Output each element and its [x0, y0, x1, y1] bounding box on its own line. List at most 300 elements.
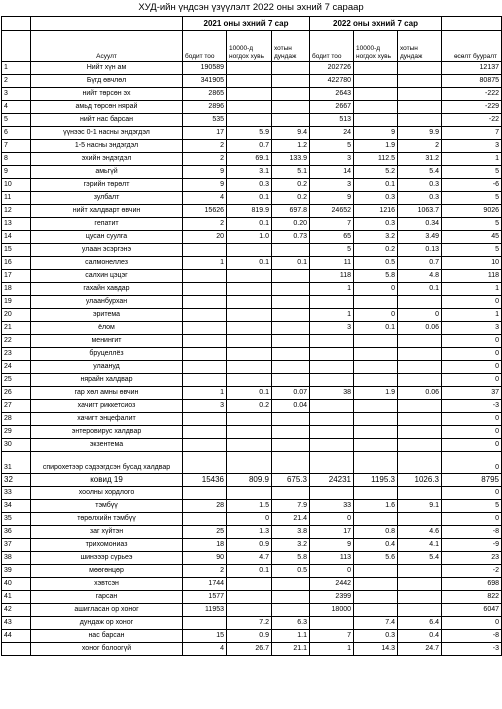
city-avg-2022: 31.2	[398, 153, 442, 166]
per10000-2021	[227, 296, 272, 309]
row-label: гахайн хавдар	[31, 283, 183, 296]
actual-2021	[183, 487, 227, 500]
growth-value: 0	[442, 513, 502, 526]
row-label: улаанбурхан	[31, 296, 183, 309]
actual-2021	[183, 374, 227, 387]
per10000-2022	[354, 114, 398, 127]
table-row	[2, 387, 502, 400]
actual-2021: 15436	[183, 474, 227, 487]
actual-2022: 0	[310, 565, 354, 578]
actual-2022: 9	[310, 539, 354, 552]
row-label: нийт төрсөн эх	[31, 88, 183, 101]
row-label: экзентема	[31, 439, 183, 452]
actual-2022: 24231	[310, 474, 354, 487]
per10000-2021: 0.1	[227, 565, 272, 578]
row-number: 1	[2, 62, 31, 75]
city-avg-2022: 0.06	[398, 322, 442, 335]
city-avg-2022: 0.3	[398, 192, 442, 205]
row-label: зулбалт	[31, 192, 183, 205]
growth-value: 0	[442, 335, 502, 348]
city-avg-2022: 9.1	[398, 500, 442, 513]
per10000-2022: 1216	[354, 205, 398, 218]
row-label: Бүгд өвчлөл	[31, 75, 183, 88]
growth-value: 0	[442, 452, 502, 474]
table-row	[2, 374, 502, 387]
actual-2021: 9	[183, 179, 227, 192]
actual-2022: 18000	[310, 604, 354, 617]
row-label: салмонеллез	[31, 257, 183, 270]
growth-value: 698	[442, 578, 502, 591]
row-label: амьгүй	[31, 166, 183, 179]
city-avg-2021: 0.04	[272, 400, 310, 413]
per10000-2022: 1.9	[354, 387, 398, 400]
table-row	[2, 114, 502, 127]
per10000-2022	[354, 88, 398, 101]
city-avg-2022: 0.4	[398, 630, 442, 643]
row-number: 20	[2, 309, 31, 322]
row-number: 39	[2, 565, 31, 578]
actual-2021: 18	[183, 539, 227, 552]
actual-2021: 90	[183, 552, 227, 565]
city-avg-2021: 5.1	[272, 166, 310, 179]
city-avg-2021	[272, 322, 310, 335]
row-number: 2	[2, 75, 31, 88]
actual-2022: 2643	[310, 88, 354, 101]
growth-value: 45	[442, 231, 502, 244]
actual-2022: 2442	[310, 578, 354, 591]
row-number: 21	[2, 322, 31, 335]
table-row	[2, 439, 502, 452]
table-row	[2, 270, 502, 283]
row-label: ёлом	[31, 322, 183, 335]
actual-2022: 2399	[310, 591, 354, 604]
row-number: 17	[2, 270, 31, 283]
actual-2022: 17	[310, 526, 354, 539]
actual-2022: 24	[310, 127, 354, 140]
actual-2022-header: бодит тоо	[310, 31, 354, 62]
per10000-2021: 0.9	[227, 630, 272, 643]
city-avg-2022	[398, 348, 442, 361]
actual-2021: 535	[183, 114, 227, 127]
per10000-2022: 112.5	[354, 153, 398, 166]
actual-2021	[183, 283, 227, 296]
actual-2021	[183, 413, 227, 426]
city-avg-2021	[272, 296, 310, 309]
city-avg-2022	[398, 604, 442, 617]
city-avg-2022	[398, 426, 442, 439]
actual-2021	[183, 348, 227, 361]
per10000-2022	[354, 452, 398, 474]
per10000-2022: 0.1	[354, 322, 398, 335]
row-label: төрөлхийн тэмбүү	[31, 513, 183, 526]
actual-2022	[310, 296, 354, 309]
row-label: заг хүйтэн	[31, 526, 183, 539]
actual-2022: 7	[310, 218, 354, 231]
city-avg-2022: 1026.3	[398, 474, 442, 487]
city-avg-2022	[398, 62, 442, 75]
row-label: эхийн эндэгдэл	[31, 153, 183, 166]
growth-value: 0	[442, 487, 502, 500]
table-row	[2, 88, 502, 101]
city-avg-2021	[272, 114, 310, 127]
table-row	[2, 552, 502, 565]
per10000-2021	[227, 439, 272, 452]
city-avg-2022	[398, 114, 442, 127]
city-avg-2021: 7.9	[272, 500, 310, 513]
table-row	[2, 309, 502, 322]
actual-2022: 2667	[310, 101, 354, 114]
growth-value: 3	[442, 140, 502, 153]
actual-2022: 5	[310, 140, 354, 153]
row-number: 15	[2, 244, 31, 257]
row-number: 22	[2, 335, 31, 348]
actual-2022	[310, 487, 354, 500]
row-label: мөөгөнцөр	[31, 565, 183, 578]
table-row	[2, 127, 502, 140]
row-number: 4	[2, 101, 31, 114]
per10000-2022: 14.3	[354, 643, 398, 656]
city-avg-2021	[272, 335, 310, 348]
growth-value: -8	[442, 526, 502, 539]
city-avg-2021: 0.07	[272, 387, 310, 400]
row-number: 33	[2, 487, 31, 500]
city-avg-2022: 3.49	[398, 231, 442, 244]
per10000-2022: 0	[354, 309, 398, 322]
city-avg-2022: 2	[398, 140, 442, 153]
actual-2022: 3	[310, 322, 354, 335]
report-title: ХУД-ийн үндсэн үзүүлэлт 2022 оны эхний 7 сараар	[138, 2, 364, 13]
growth-value: -22	[442, 114, 502, 127]
row-label: нярайн халдвар	[31, 374, 183, 387]
city-avg-2022: 5.4	[398, 552, 442, 565]
city-avg-2022	[398, 413, 442, 426]
actual-2021: 2	[183, 565, 227, 578]
actual-2022	[310, 439, 354, 452]
per10000-2021	[227, 604, 272, 617]
per10000-2022: 5.2	[354, 166, 398, 179]
actual-2021: 20	[183, 231, 227, 244]
city-avg-2022	[398, 591, 442, 604]
city-avg-2022	[398, 296, 442, 309]
row-number: 13	[2, 218, 31, 231]
city-avg-2021: 0.2	[272, 192, 310, 205]
row-label: гэрийн төрөлт	[31, 179, 183, 192]
city-avg-2021	[272, 62, 310, 75]
table-row	[2, 426, 502, 439]
row-label: хоног болоогүй	[31, 643, 183, 656]
city-avg-2021	[272, 88, 310, 101]
city-avg-2021	[272, 578, 310, 591]
table-row	[2, 361, 502, 374]
city-avg-2021: 1.2	[272, 140, 310, 153]
city-avg-2021	[272, 591, 310, 604]
growth-value: 0	[442, 617, 502, 630]
table-row	[2, 578, 502, 591]
city-avg-2022: 24.7	[398, 643, 442, 656]
row-number: 25	[2, 374, 31, 387]
city-avg-2022: 0.1	[398, 283, 442, 296]
per10000-2021: 69.1	[227, 153, 272, 166]
table-row	[2, 166, 502, 179]
city-avg-2022: 1063.7	[398, 205, 442, 218]
per10000-2022	[354, 361, 398, 374]
city-avg-2021-header: хотын дундаж	[272, 31, 310, 62]
row-label: энтеровирус халдвар	[31, 426, 183, 439]
per10000-2022: 0.5	[354, 257, 398, 270]
city-avg-2021	[272, 244, 310, 257]
growth-value: 0	[442, 426, 502, 439]
city-avg-2021: 5.8	[272, 552, 310, 565]
table-row	[2, 617, 502, 630]
row-label: гарсан	[31, 591, 183, 604]
row-number: 42	[2, 604, 31, 617]
actual-2022: 7	[310, 630, 354, 643]
per10000-2021: 819.9	[227, 205, 272, 218]
per10000-2021	[227, 591, 272, 604]
city-avg-2022: 4.1	[398, 539, 442, 552]
table-row	[2, 513, 502, 526]
row-label: хачигт риккетсиоз	[31, 400, 183, 413]
row-number: 38	[2, 552, 31, 565]
actual-2021-header: бодит тоо	[183, 31, 227, 62]
actual-2022	[310, 400, 354, 413]
city-avg-2022	[398, 335, 442, 348]
row-number: 3	[2, 88, 31, 101]
growth-value: 5	[442, 218, 502, 231]
growth-value: 8795	[442, 474, 502, 487]
actual-2021	[183, 361, 227, 374]
actual-2021: 25	[183, 526, 227, 539]
actual-2022: 11	[310, 257, 354, 270]
city-avg-2021	[272, 413, 310, 426]
per10000-2021: 0.1	[227, 192, 272, 205]
actual-2022	[310, 361, 354, 374]
per10000-2022	[354, 487, 398, 500]
per10000-2022: 3.2	[354, 231, 398, 244]
per10000-2021	[227, 487, 272, 500]
per10000-2021: 0.3	[227, 179, 272, 192]
growth-value: 3	[442, 322, 502, 335]
per10000-2022	[354, 348, 398, 361]
growth-value: 37	[442, 387, 502, 400]
per10000-2021	[227, 374, 272, 387]
table-row	[2, 500, 502, 513]
actual-2022	[310, 348, 354, 361]
city-avg-2021: 675.3	[272, 474, 310, 487]
per10000-2021	[227, 75, 272, 88]
per10000-2022	[354, 400, 398, 413]
growth-value: 0	[442, 296, 502, 309]
actual-2021: 1	[183, 387, 227, 400]
growth-value: 12137	[442, 62, 502, 75]
city-avg-2021: 6.3	[272, 617, 310, 630]
table-row	[2, 231, 502, 244]
per10000-2021: 0.7	[227, 140, 272, 153]
actual-2021: 2	[183, 218, 227, 231]
per10000-2022	[354, 296, 398, 309]
actual-2022: 9	[310, 192, 354, 205]
row-number: 5	[2, 114, 31, 127]
per10000-2021: 1.0	[227, 231, 272, 244]
city-avg-2021	[272, 439, 310, 452]
per10000-2021: 0.1	[227, 218, 272, 231]
per10000-2021	[227, 283, 272, 296]
actual-2022: 3	[310, 153, 354, 166]
table-row	[2, 591, 502, 604]
per10000-2021: 7.2	[227, 617, 272, 630]
actual-2021: 1577	[183, 591, 227, 604]
per10000-2022: 5.6	[354, 552, 398, 565]
per10000-2021	[227, 361, 272, 374]
row-number: 41	[2, 591, 31, 604]
row-number: 11	[2, 192, 31, 205]
city-avg-2022	[398, 361, 442, 374]
table-row	[2, 75, 502, 88]
table-row	[2, 413, 502, 426]
actual-2021: 2	[183, 140, 227, 153]
per10000-2021: 1.3	[227, 526, 272, 539]
table-row	[2, 604, 502, 617]
per10000-2022	[354, 101, 398, 114]
per10000-2021	[227, 578, 272, 591]
row-number: 26	[2, 387, 31, 400]
growth-value: 7	[442, 127, 502, 140]
city-avg-2022: 0.7	[398, 257, 442, 270]
actual-2021	[183, 296, 227, 309]
row-number: 23	[2, 348, 31, 361]
growth-value: 0	[442, 348, 502, 361]
indicator-table	[1, 16, 502, 656]
growth-value: -2	[442, 565, 502, 578]
actual-2021: 3	[183, 400, 227, 413]
table-row	[2, 101, 502, 114]
actual-2021: 1744	[183, 578, 227, 591]
per10000-2021	[227, 322, 272, 335]
table-row	[2, 400, 502, 413]
table-row	[2, 179, 502, 192]
city-avg-2022: 5.4	[398, 166, 442, 179]
actual-2022: 422780	[310, 75, 354, 88]
table-row	[2, 474, 502, 487]
city-avg-2021: 9.4	[272, 127, 310, 140]
row-label: нийт халдварт өвчин	[31, 205, 183, 218]
per10000-2021	[227, 309, 272, 322]
row-label: спирохетээр сэдээгдсэн бусад халдвар	[31, 452, 183, 474]
year-2022-header: 2022 оны эхний 7 сар	[310, 17, 442, 31]
actual-2021: 4	[183, 643, 227, 656]
row-label: ашигласан ор хоног	[31, 604, 183, 617]
city-avg-2022	[398, 513, 442, 526]
per10000-2021	[227, 335, 272, 348]
city-avg-2022: 6.4	[398, 617, 442, 630]
per10000-2022: 7.4	[354, 617, 398, 630]
actual-2021: 341905	[183, 75, 227, 88]
row-number: 44	[2, 630, 31, 643]
city-avg-2021	[272, 426, 310, 439]
row-label: салхин цэцэг	[31, 270, 183, 283]
actual-2021: 17	[183, 127, 227, 140]
per10000-2022	[354, 335, 398, 348]
table-row	[2, 487, 502, 500]
per10000-2022: 9	[354, 127, 398, 140]
per10000-2021	[227, 426, 272, 439]
growth-value: 5	[442, 244, 502, 257]
row-number: 10	[2, 179, 31, 192]
per10000-2021	[227, 452, 272, 474]
city-avg-2022-header: хотын дундаж	[398, 31, 442, 62]
table-row	[2, 565, 502, 578]
row-label: гар хөл амны өвчин	[31, 387, 183, 400]
actual-2021: 9	[183, 166, 227, 179]
city-avg-2021: 21.1	[272, 643, 310, 656]
growth-value: 822	[442, 591, 502, 604]
city-avg-2021	[272, 283, 310, 296]
row-number: 36	[2, 526, 31, 539]
actual-2022	[310, 374, 354, 387]
row-label: Нийт хүн ам	[31, 62, 183, 75]
row-number: 7	[2, 140, 31, 153]
per10000-2021-header: 10000-д ногдох хувь	[227, 31, 272, 62]
actual-2022	[310, 452, 354, 474]
growth-value: -222	[442, 88, 502, 101]
row-label: дундаж ор хоног	[31, 617, 183, 630]
table-row	[2, 322, 502, 335]
actual-2021: 28	[183, 500, 227, 513]
row-label: амьд төрсөн нярай	[31, 101, 183, 114]
growth-value: 5	[442, 500, 502, 513]
row-number: 32	[2, 474, 31, 487]
row-label: шинэээр сүрьеэ	[31, 552, 183, 565]
row-number: 31	[2, 452, 31, 474]
city-avg-2021: 0.73	[272, 231, 310, 244]
per10000-2021: 4.7	[227, 552, 272, 565]
actual-2022	[310, 413, 354, 426]
actual-2021: 190589	[183, 62, 227, 75]
per10000-2022	[354, 513, 398, 526]
per10000-2022: 1.9	[354, 140, 398, 153]
per10000-2022-header: 10000-д ногдох хувь	[354, 31, 398, 62]
per10000-2022	[354, 426, 398, 439]
actual-2021: 4	[183, 192, 227, 205]
table-row	[2, 452, 502, 474]
actual-2021	[183, 439, 227, 452]
actual-2021: 2865	[183, 88, 227, 101]
growth-value: 1	[442, 153, 502, 166]
row-label: гепатит	[31, 218, 183, 231]
row-label: тэмбүү	[31, 500, 183, 513]
per10000-2021: 0.2	[227, 400, 272, 413]
column-header-row	[2, 31, 502, 62]
per10000-2021	[227, 270, 272, 283]
city-avg-2021: 0.1	[272, 257, 310, 270]
per10000-2022	[354, 578, 398, 591]
row-number: 24	[2, 361, 31, 374]
per10000-2021: 0.9	[227, 539, 272, 552]
per10000-2021	[227, 88, 272, 101]
growth-value: 10	[442, 257, 502, 270]
table-row	[2, 348, 502, 361]
table-row	[2, 526, 502, 539]
per10000-2021	[227, 348, 272, 361]
actual-2021: 15626	[183, 205, 227, 218]
growth-value: -6	[442, 179, 502, 192]
actual-2022	[310, 426, 354, 439]
per10000-2021: 0	[227, 513, 272, 526]
row-number: 40	[2, 578, 31, 591]
row-label: хачигт энцефалит	[31, 413, 183, 426]
row-number: 29	[2, 426, 31, 439]
per10000-2021: 1.5	[227, 500, 272, 513]
